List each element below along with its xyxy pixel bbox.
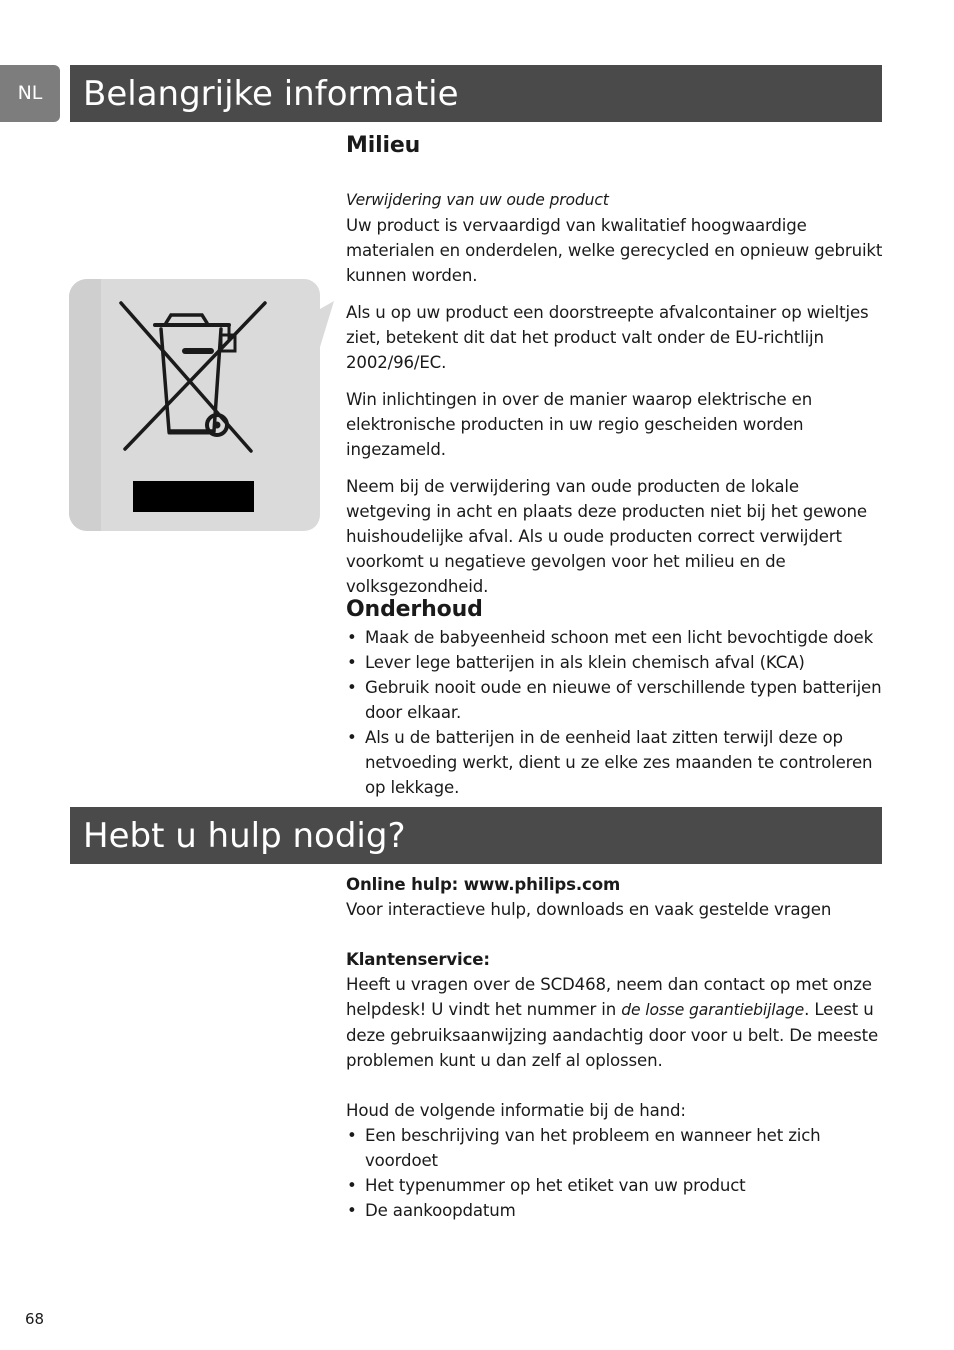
online-help-text: Voor interactieve hulp, downloads en vaak gestelde vragen: [346, 900, 832, 919]
milieu-subheading: Verwijdering van uw oude product: [346, 191, 609, 209]
crossed-out-wheelie-bin-icon: [69, 279, 334, 531]
list-item: • Lever lege batterijen in als klein chemisch afval (KCA): [346, 650, 886, 675]
onderhoud-list: [346, 625, 886, 800]
milieu-paragraph-1: Uw product is vervaardigd van kwalitatief hoogwaardige materialen en onderdelen, welke gerecycled en opnieuw gebruikt kunnen worden.: [346, 216, 883, 285]
onderhoud-heading: Onderhoud: [346, 597, 483, 622]
page-number: 68: [25, 1310, 45, 1328]
milieu-heading: Milieu: [346, 133, 421, 158]
help-section: [346, 872, 886, 1223]
list-item: • Een beschrijving van het probleem en wanneer het zich voordoet: [346, 1123, 886, 1173]
service-text-part-2: . Leest u deze gebruiksaanwijzing aandachtig door voor u belt. De meeste problemen kunt u dan zelf al oplossen.: [346, 1000, 879, 1070]
service-text-part-1: Heeft u vragen over de SCD468, neem dan contact op met onze helpdesk! U vindt het nummer in: [346, 975, 872, 1019]
service-text-italic: de losse garantiebijlage: [621, 1001, 805, 1019]
list-item: • De aankoopdatum: [346, 1198, 886, 1223]
info-list: [346, 1123, 886, 1223]
milieu-paragraph-4: Neem bij de verwijdering van oude producten de lokale wetgeving in acht en plaats deze producten niet bij het gewone huishoudelijke afval. Als u oude producten correct verwijdert voorkomt u negatieve gevolgen voor het milieu en de volksgezondheid.: [346, 477, 867, 596]
section-title-help: Hebt u hulp nodig?: [70, 807, 882, 864]
list-item: • Maak de babyeenheid schoon met een licht bevochtigde doek: [346, 625, 886, 650]
list-item: • Gebruik nooit oude en nieuwe of verschillende typen batterijen door elkaar.: [346, 675, 886, 725]
customer-service-text: [346, 972, 886, 1073]
info-intro: Houd de volgende informatie bij de hand:: [346, 1101, 686, 1120]
onderhoud-section: [346, 595, 886, 800]
list-item: • Het typenummer op het etiket van uw product: [346, 1173, 886, 1198]
milieu-paragraph-2: Als u op uw product een doorstreepte afvalcontainer op wieltjes ziet, betekent dit dat het product valt onder de EU-richtlijn 2002/96/EC.: [346, 303, 869, 372]
milieu-paragraph-3: Win inlichtingen in over de manier waarop elektrische en elektronische producten in uw regio gescheiden worden ingezameld.: [346, 390, 813, 459]
list-item: • Als u de batterijen in de eenheid laat zitten terwijl deze op netvoeding werkt, dient u ze elke zes maanden te controleren op lekkage.: [346, 725, 886, 800]
milieu-section: [346, 131, 886, 599]
section-title-important-info: Belangrijke informatie: [70, 65, 882, 122]
customer-service-label: Klantenservice:: [346, 950, 490, 969]
language-tab: NL: [0, 65, 60, 122]
online-help-label: Online hulp: www.philips.com: [346, 875, 621, 894]
